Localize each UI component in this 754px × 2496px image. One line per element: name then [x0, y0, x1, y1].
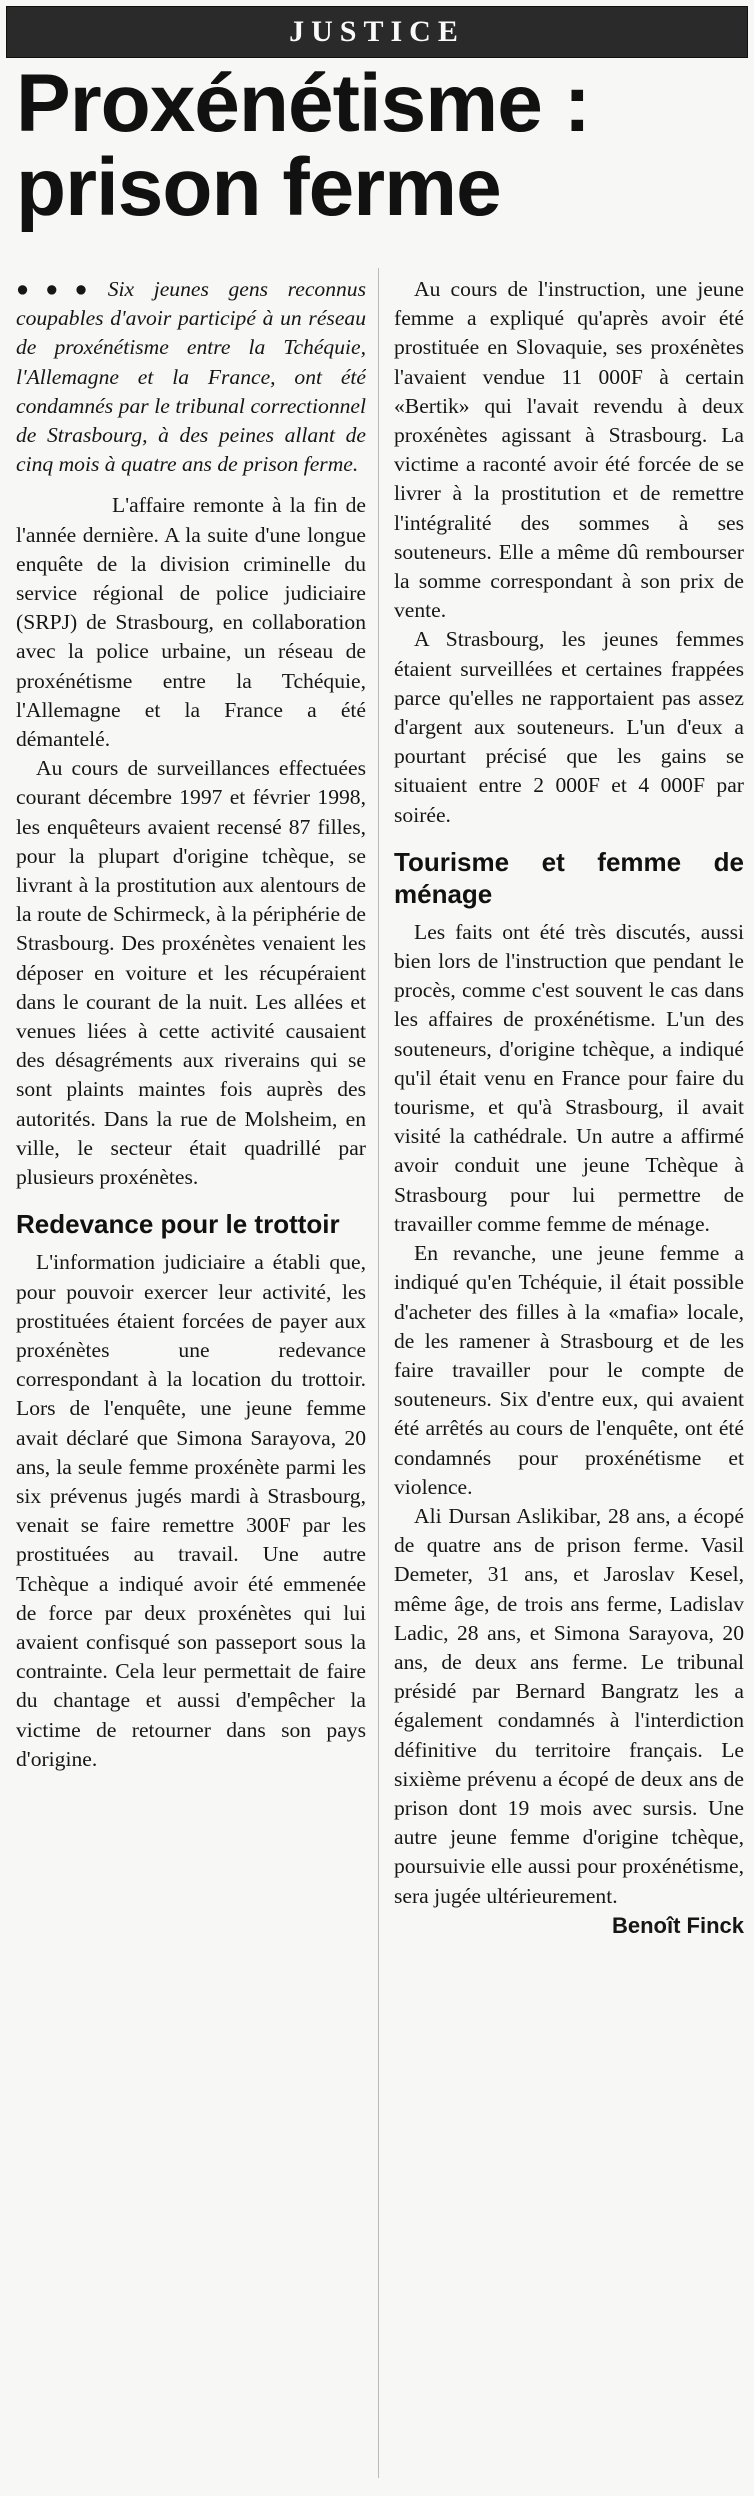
- paragraph: Ali Dursan Aslikibar, 28 ans, a écopé de quatre ans de prison ferme. Vasil Demeter, 31 ans, et Jaroslav Kesel, même âge, de trois ans ferme, Ladislav Ladic, 28 ans, et Simona Sarayova, 20 ans, de deux ans ferme. Le tribunal présidé par Bernard Bangratz les a également condamnés à l'interdiction définitive du territoire français. Le sixième prévenu a écopé de deux ans de prison dont 19 mois avec sursis. Une autre jeune femme d'origine tchèque, poursuivie elle aussi pour proxénétisme, sera jugée ultérieurement.: [394, 1503, 744, 1908]
- article-headline: Proxénétisme : prison ferme: [16, 58, 590, 233]
- paragraph: Au cours de l'instruction, une jeune femme a expliqué qu'après avoir été prostituée en Slovaquie, ses proxénètes l'avaient vendue 11 000F à certain «Bertik» qui l'avait revendu à deux proxénètes agissant à Strasbourg. La victime a raconté avoir été forcée de se livrer à la prostitution et de remettre l'intégralité des sommes à ses souteneurs. Elle a même dû rembourser la somme correspondant à son prix de vente.: [394, 277, 744, 623]
- paragraph: L'affaire remonte à la fin de l'année dernière. A la suite d'une longue enquête de la division criminelle du service régional de police judiciaire (SRPJ) de Strasbourg, en collaboration avec la police urbaine, un réseau de proxénétisme entre la Tchéquie, l'Allemagne et la France a été démantelé.: [16, 493, 366, 752]
- article-column-right: [394, 275, 744, 2485]
- article-lead: [16, 275, 366, 479]
- lead-bullets: ●●●: [16, 277, 104, 301]
- paragraph: Les faits ont été très discutés, aussi bien lors de l'instruction que pendant le procès, comme c'est souvent le cas dans les affaires de proxénétisme. L'un des souteneurs, d'origine tchèque, a indiqué qu'il était venu en France pour faire du tourisme, et qu'à Strasbourg, il avait visité la cathédrale. Un autre a affirmé avoir conduit une jeune Tchèque à Strasbourg pour lui permettre de travailler comme femme de ménage.: [394, 919, 744, 1236]
- paragraph: L'information judiciaire a établi que, pour pouvoir exercer leur activité, les prostituées étaient forcées de payer aux proxénètes une redevance correspondant à la location du trottoir. Lors de l'enquête, une jeune femme avait déclaré que Simona Sarayova, 20 ans, la seule femme proxénète parmi les six prévenus jugés mardi à Strasbourg, venait se faire remettre 300F par les prostituées au travail. Une autre Tchèque a indiqué avoir été emmenée de force par deux proxénètes qui lui avaient confisqué son passeport sous la contrainte. Cela leur permettait de faire du chantage et aussi d'empêcher la victime de retourner dans son pays d'origine.: [16, 1250, 366, 1771]
- subheading: Redevance pour le trottoir: [16, 1209, 340, 1240]
- article-column-left: [16, 275, 366, 2485]
- subheading: Tourisme et femme de ménage: [394, 846, 744, 909]
- lead-text: Six jeunes gens reconnus coupables d'avoir participé à un réseau de proxénétisme entre la Tchéquie, l'Allemagne et la France, ont été condamnés par le tribunal correctionnel de Strasbourg, à des peines allant de cinq mois à quatre ans de prison ferme.: [16, 277, 366, 477]
- column-divider: [378, 268, 379, 2478]
- paragraph: Au cours de surveillances effectuées courant décembre 1997 et février 1998, les enquêteurs avaient recensé 87 filles, pour la plupart d'origine tchèque, se livrant à la prostitution aux alentours de la route de Schirmeck, à la périphérie de Strasbourg. Des proxénètes venaient les déposer en voiture et les récupéraient dans le courant de la nuit. Les allées et venues liées à cette activité causaient des désagréments aux riverains qui se sont plaints maintes fois auprès des autorités. Dans la rue de Molsheim, en ville, le secteur était quadrillé par plusieurs proxénètes.: [16, 756, 366, 1190]
- rubric-label: JUSTICE: [289, 15, 465, 48]
- author-signature: Benoît Finck: [611, 1912, 744, 1938]
- paragraph: En revanche, une jeune femme a indiqué qu'en Tchéquie, il était possible d'acheter des filles à la «mafia» locale, de les ramener à Strasbourg et de les faire travailler pour le compte de souteneurs. Six d'entre eux, qui avaient été arrêtés au cours de l'enquête, ont été condamnés pour proxénétisme et violence.: [394, 1241, 744, 1499]
- section-rubric: [6, 6, 748, 58]
- paragraph: A Strasbourg, les jeunes femmes étaient surveillées et certaines frappées parce qu'elles ne rapportaient pas assez d'argent aux souteneurs. L'un d'eux a pourtant précisé que les gains se situaient entre 2 000F et 4 000F par soirée.: [394, 627, 744, 827]
